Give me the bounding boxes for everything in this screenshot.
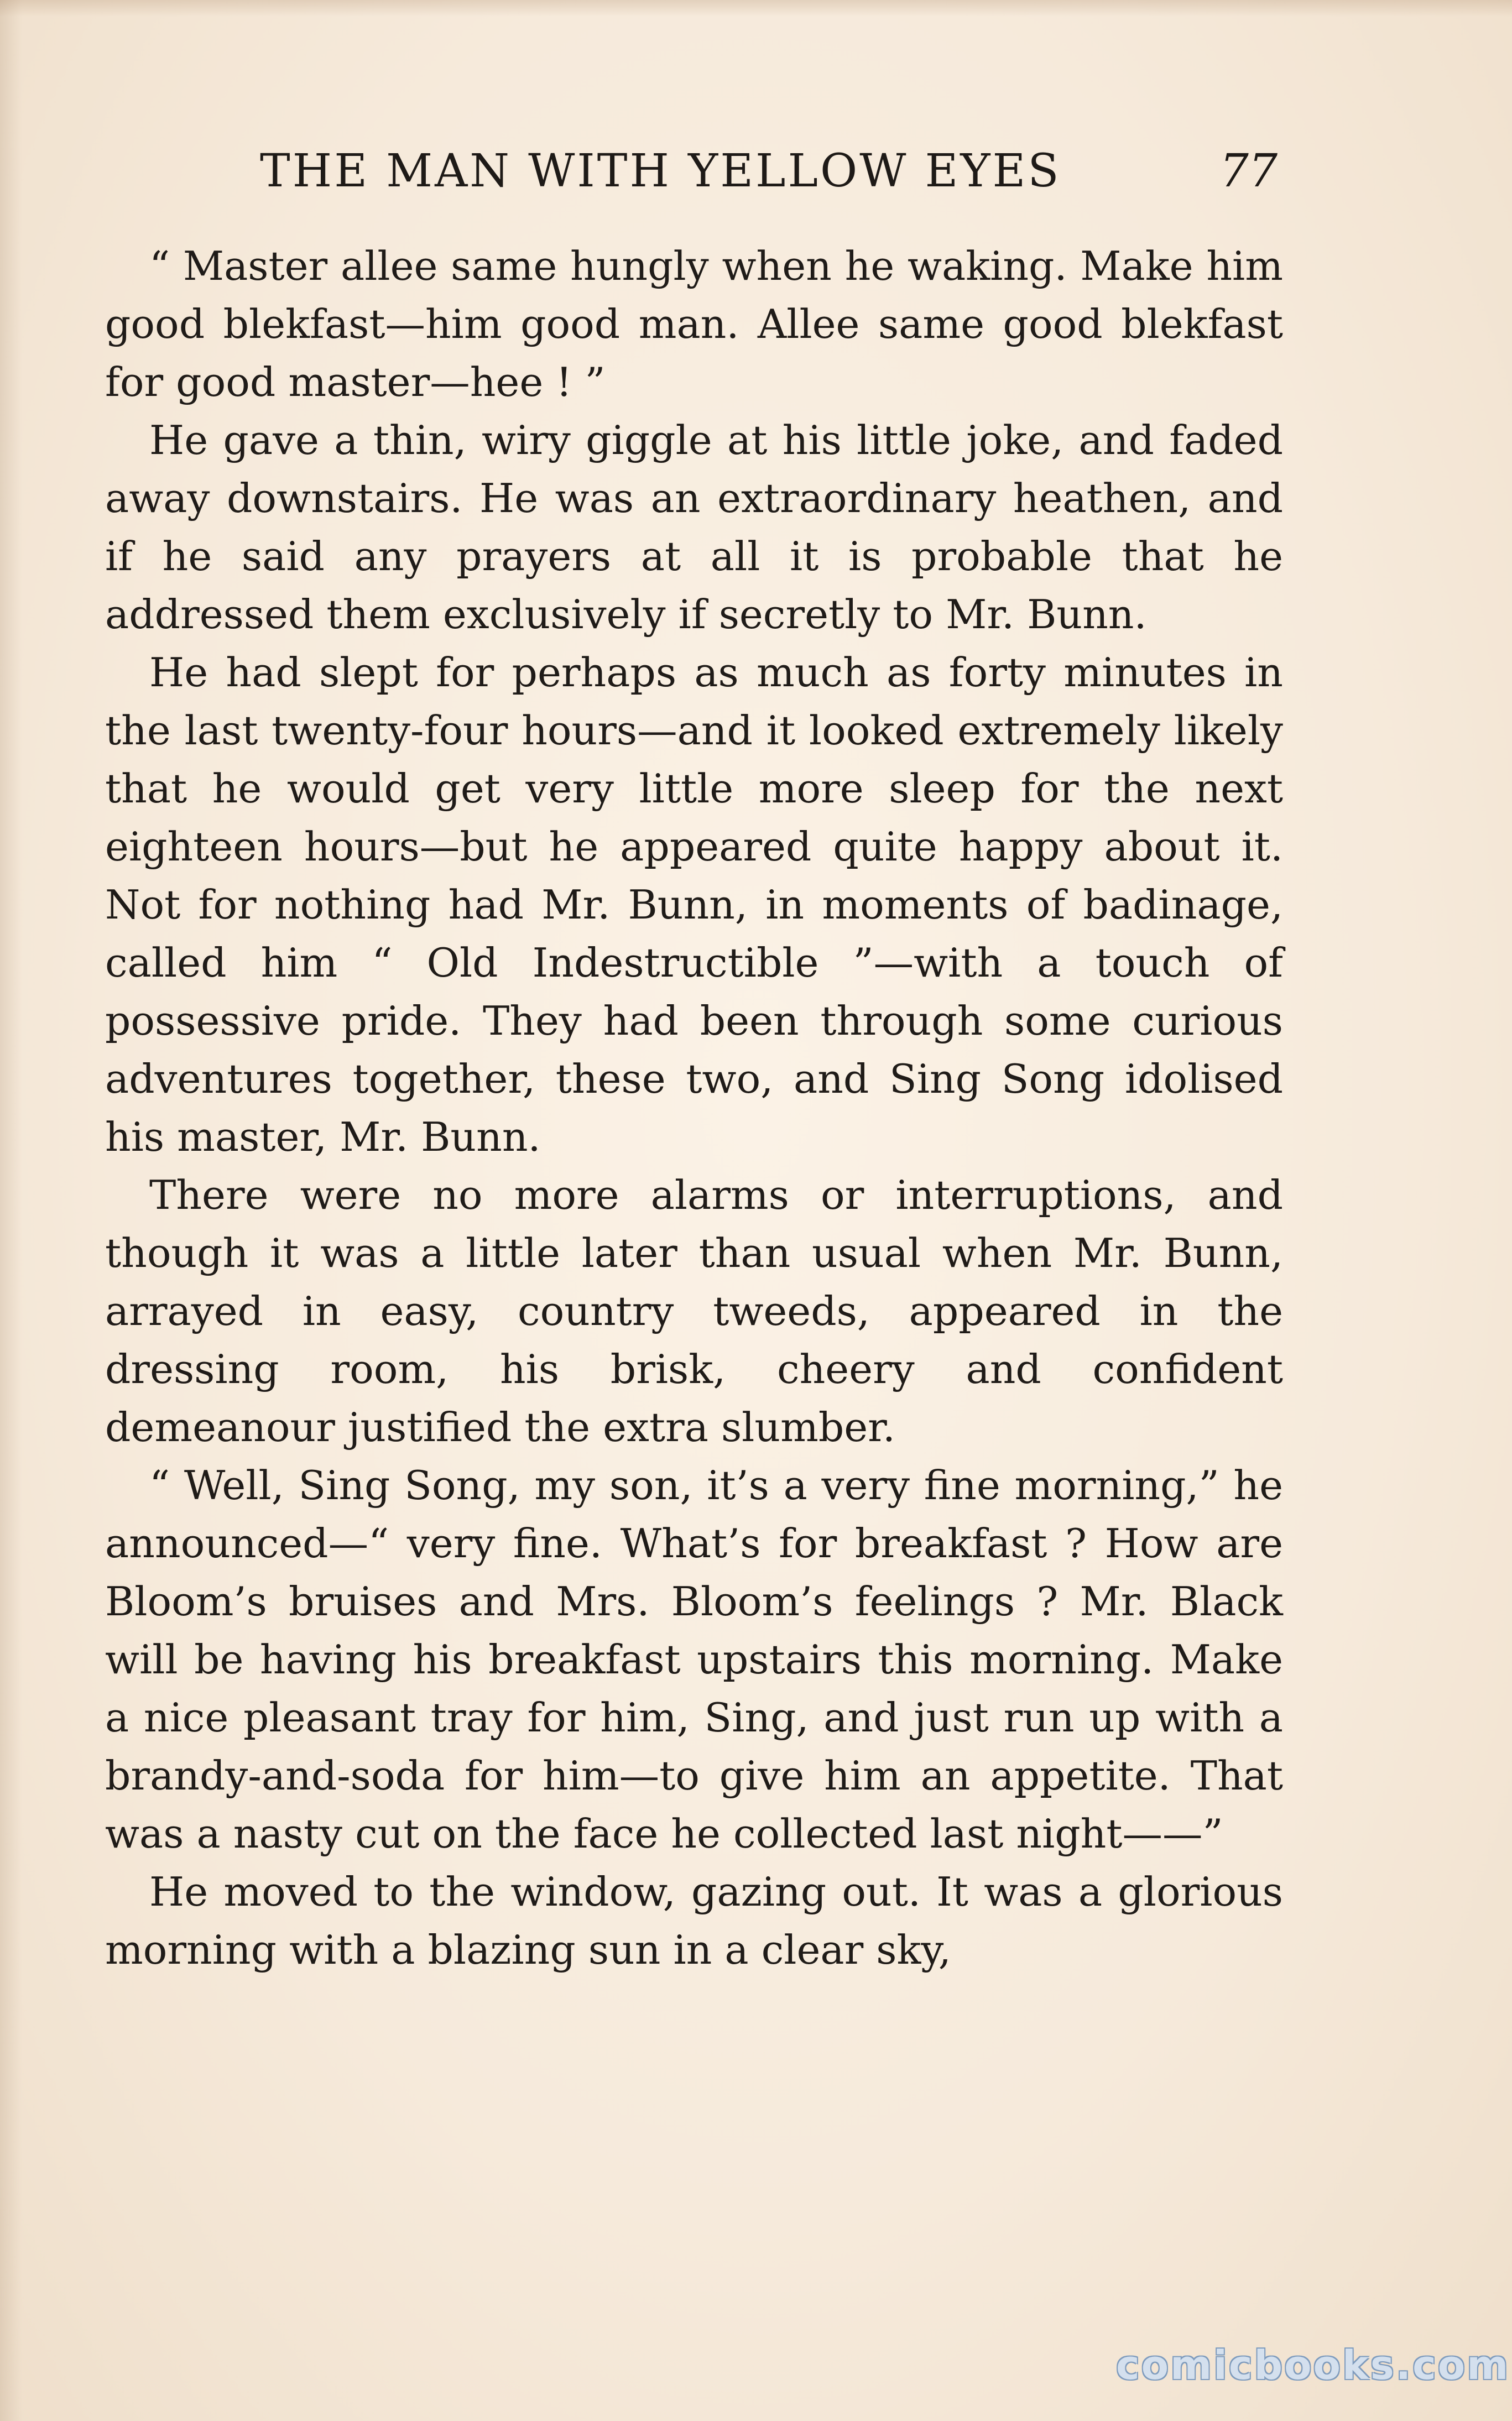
page-number: 77 (1219, 145, 1278, 197)
page-top-edge (0, 0, 1512, 17)
page-header (260, 141, 1278, 202)
page-binding-shadow (0, 0, 22, 2421)
paragraph-4: There were no more alarms or interruptions, and though it was a little later than usual when Mr. Bunn, arrayed in easy, country tweeds, appeared in the dressing room, his brisk, cheery and confident demeanour justified the extra slumber. (105, 1172, 1283, 1451)
watermark-logo: comicbooks.com (1116, 2342, 1510, 2388)
paragraph-2: He gave a thin, wiry giggle at his little joke, and faded away downstairs. He was an extraordinary heathen, and if he said any prayers at all it is probable that he addressed them exclusively if secretly to Mr. Bunn. (105, 418, 1283, 638)
paragraph-6: He moved to the window, gazing out. It was a glorious morning with a blazing sun in a clear sky, (105, 1869, 1283, 1974)
body-text (105, 238, 1283, 1980)
paragraph-3: He had slept for perhaps as much as forty minutes in the last twenty-four hours—and it looked extremely likely that he would get very little more sleep for the next eighteen hours—but he appeared quite happy about it. Not for nothing had Mr. Bunn, in moments of badinage, called him “ Old Indestructible ”—with a touch of possessive pride. They had been through some curious adventures together, these two, and Sing Song idolised his master, Mr. Bunn. (105, 650, 1283, 1161)
paragraph-5: “ Well, Sing Song, my son, it’s a very fine morning,” he announced—“ very fine. What’s for breakfast ? How are Bloom’s bruises and Mrs. Bloom’s feelings ? Mr. Black will be having his breakfast upstairs this morning. Make a nice pleasant tray for him, Sing, and just run up with a brandy-and-soda for him—to give him an appetite. That was a nasty cut on the face he collected last night——” (105, 1463, 1283, 1858)
running-head: THE MAN WITH YELLOW EYES (260, 145, 1061, 197)
paragraph-1: “ Master allee same hungly when he waking. Make him good blekfast—him good man. Allee same good blekfast for good master—hee ! ” (105, 243, 1283, 406)
